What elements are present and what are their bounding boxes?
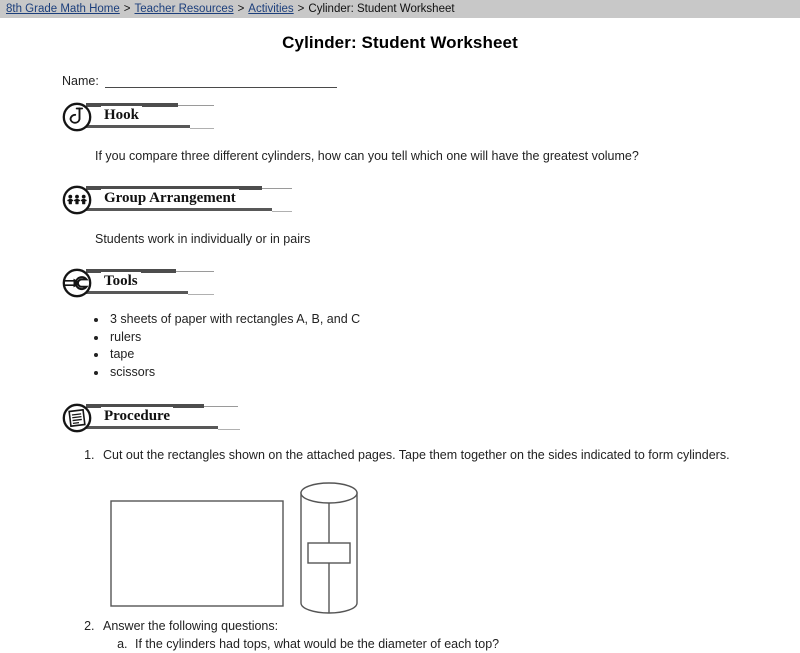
group-people-icon: [60, 185, 94, 220]
section-header-tools: [60, 268, 800, 298]
breadcrumb-item-home[interactable]: 8th Grade Math Home: [6, 3, 120, 15]
name-input[interactable]: [105, 76, 337, 88]
procedure-step-text: Answer the following questions:: [103, 619, 279, 633]
banner-bottom-rule-tail: [188, 294, 214, 295]
section-label-hook: Hook: [101, 106, 142, 124]
section-label-tools: Tools: [101, 272, 141, 290]
breadcrumb-separator: >: [297, 3, 305, 15]
name-field-row: [62, 74, 800, 88]
banner-top-rule-tail: [178, 105, 214, 106]
breadcrumb-separator: >: [123, 3, 131, 15]
tape-strip: [308, 543, 350, 563]
section-label-procedure: Procedure: [101, 407, 173, 425]
banner-bottom-rule: [86, 125, 190, 128]
list-item: • rulers: [108, 329, 800, 347]
tools-list: [0, 311, 800, 381]
cylinder-top-ellipse: [301, 483, 357, 503]
banner-top-rule-tail: [176, 271, 214, 272]
wrench-icon: [60, 268, 94, 303]
breadcrumb-item-teacher-resources[interactable]: Teacher Resources: [134, 3, 234, 15]
procedure-substeps: [103, 636, 800, 653]
breadcrumb-separator: >: [237, 3, 245, 15]
banner-top-rule-tail: [204, 406, 238, 407]
banner-top-rule-tail: [262, 188, 292, 189]
worksheet-page: [0, 33, 800, 653]
list-item: • tape: [108, 346, 800, 364]
procedure-step-text: Cut out the rectangles shown on the attached pages. Tape them together on the sides indicated to form cylinders.: [103, 448, 730, 462]
breadcrumb-item-activities[interactable]: Activities: [248, 3, 294, 15]
group-arrangement-text: Students work in individually or in pairs: [95, 232, 311, 246]
banner-bottom-rule-tail: [218, 429, 240, 430]
banner-bottom-rule: [86, 291, 188, 294]
flat-rectangle: [111, 501, 283, 606]
rectangle-to-cylinder-diagram: [103, 478, 800, 618]
list-item: • 3 sheets of paper with rectangles A, B, and C: [108, 311, 800, 329]
section-header-hook: [60, 102, 800, 132]
banner-bottom-rule: [86, 208, 272, 211]
breadcrumb-item-current: Cylinder: Student Worksheet: [308, 3, 455, 15]
breadcrumb: [0, 0, 800, 18]
section-header-group-arrangement: [60, 185, 800, 215]
page-title: Cylinder: Student Worksheet: [282, 33, 518, 52]
procedure-step: [98, 618, 800, 653]
procedure-steps: [0, 447, 800, 653]
list-item: • scissors: [108, 364, 800, 382]
banner-bottom-rule-tail: [190, 128, 214, 129]
banner-bottom-rule: [86, 426, 218, 429]
clipboard-icon: [60, 403, 94, 438]
hook-text: If you compare three different cylinders, how can you tell which one will have the greatest volume?: [95, 149, 639, 163]
section-label-group-arrangement: Group Arrangement: [101, 189, 239, 207]
procedure-step: [98, 447, 800, 618]
procedure-substep: a. If the cylinders had tops, what would be the diameter of each top?: [131, 636, 800, 653]
fish-hook-icon: [60, 102, 94, 137]
banner-bottom-rule-tail: [272, 211, 292, 212]
name-field-label: Name:: [62, 74, 99, 88]
section-header-procedure: [60, 403, 800, 433]
